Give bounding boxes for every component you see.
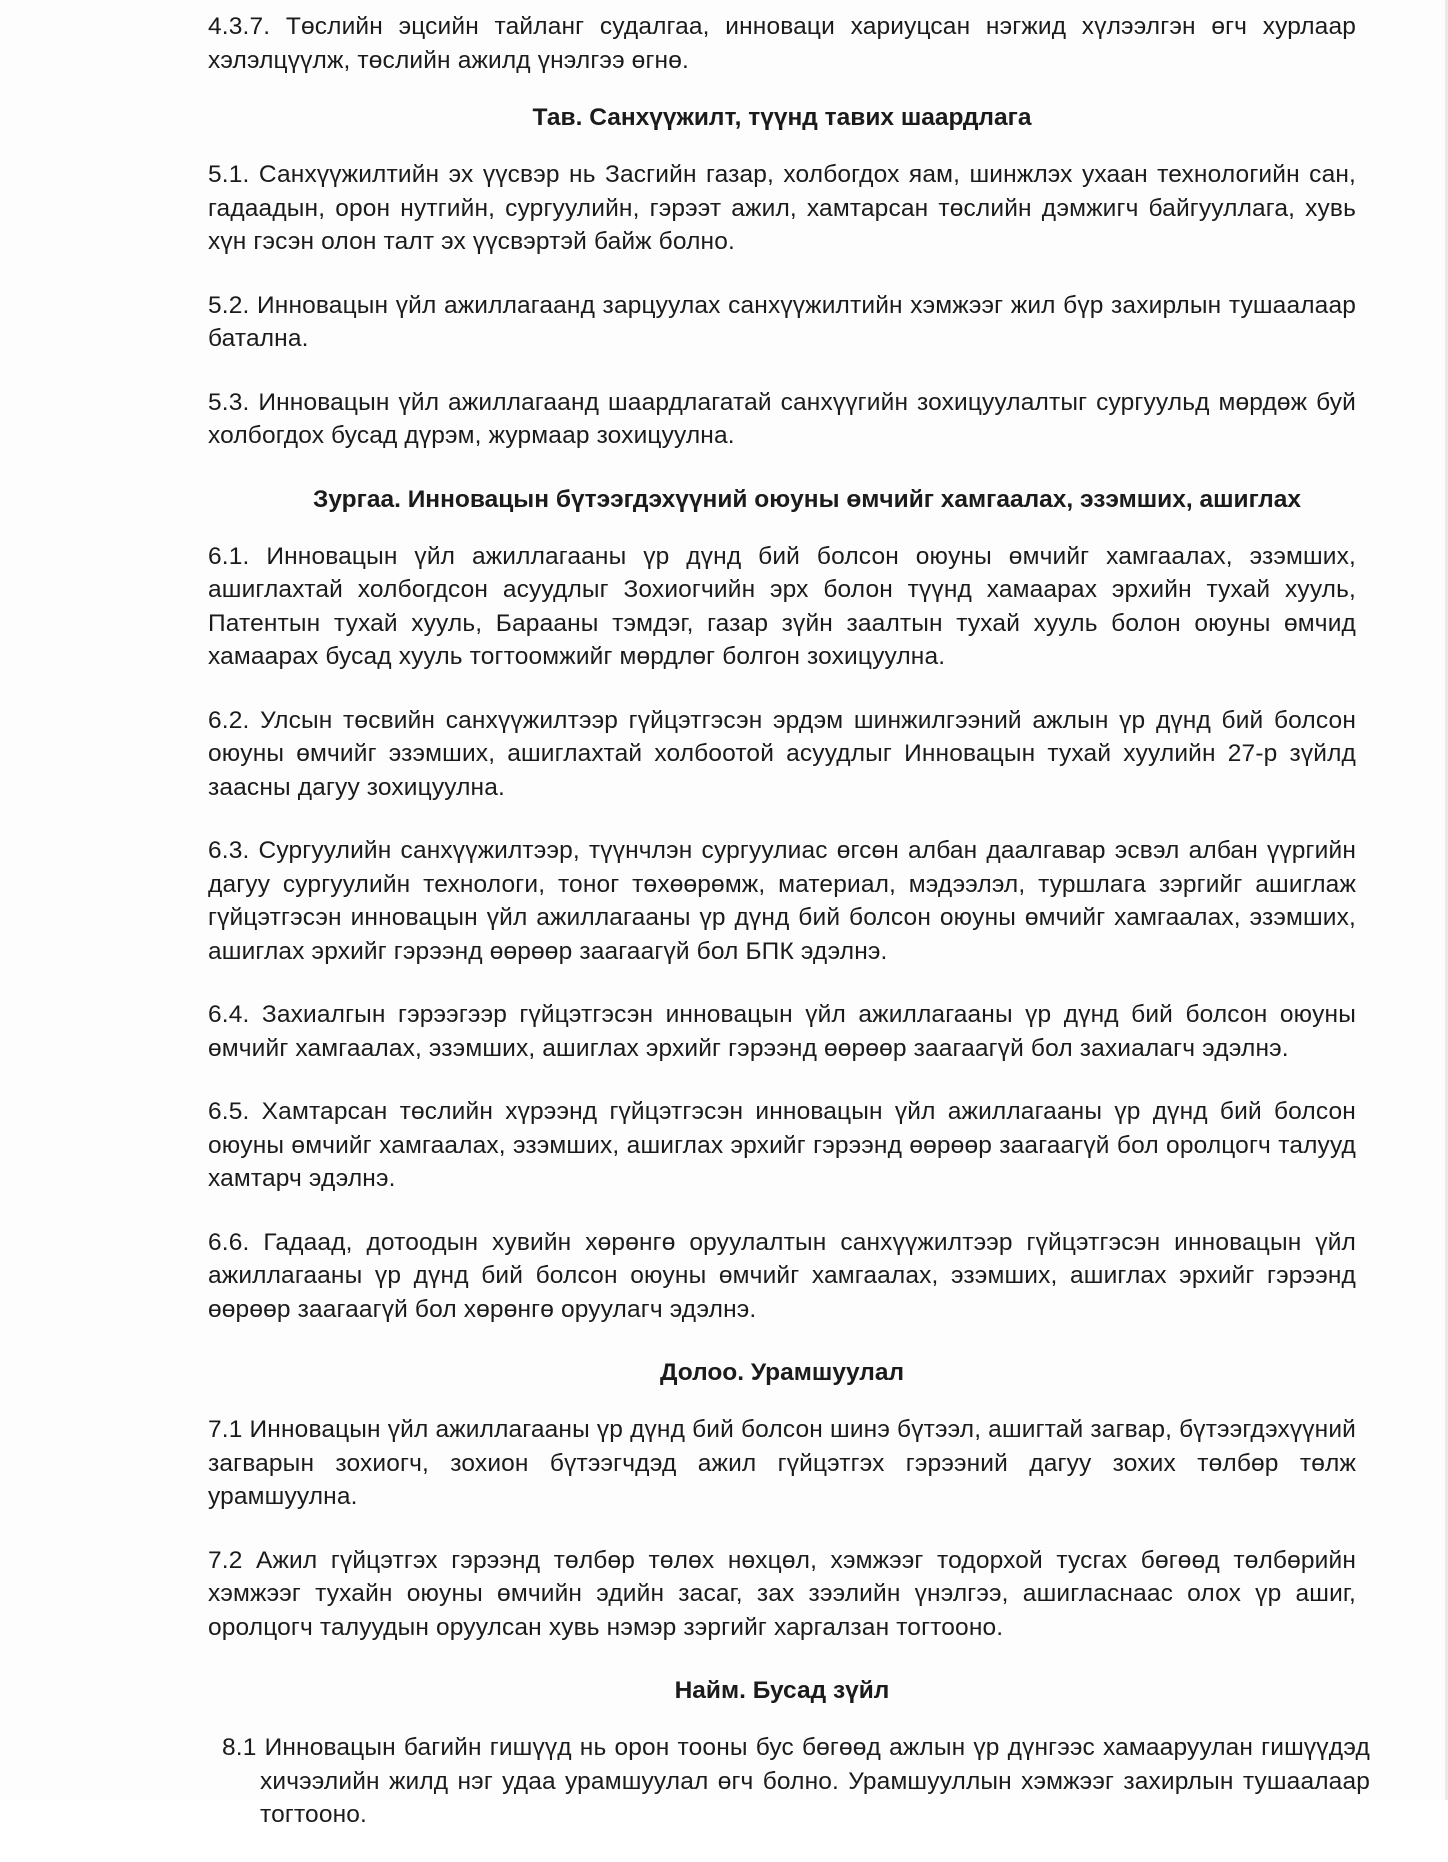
paragraph-5-3: 5.3. Инновацын үйл ажиллагаанд шаардлагатай санхүүгийн зохицуулалтыг сургуульд мөрдөж буй холбогдох бусад дүрэм, журмаар зохицуулна. xyxy=(208,388,1356,449)
paragraph-7-2: 7.2 Ажил гүйцэтгэх гэрээнд төлбөр төлөх нөхцөл, хэмжээг тодорхой тусгах бөгөөд төлбөрийн хэмжээг тухайн оюуны өмчийн эдийн засаг, зах зээлийн үнэлгээ, ашигласнаас олох үр ашиг, оролцогч талуудын оруулсан хувь нэмэр зэргийг харгалзан тогтооно. xyxy=(208,1546,1356,1641)
paragraph-4-3-7: 4.3.7. Төслийн эцсийн тайланг судалгаа, инноваци хариуцсан нэгжид хүлээлгэн өгч хурлаар хэлэлцүүлж, төслийн ажилд үнэлгээ өгнө. xyxy=(208,13,1356,74)
paragraph-7-1: 7.1 Инновацын үйл ажиллагааны үр дүнд бий болсон шинэ бүтээл, ашигтай загвар, бүтээгдэхүүний загварын зохиогч, зохион бүтээгчдэд ажил гүйцэтгэх гэрээний дагуу зохих төлбөр төлж урамшуулна. xyxy=(208,1416,1356,1510)
paragraph-8-1: 8.1 Инновацын багийн гишүүд нь орон тооны бус бөгөөд ажлын үр дүнгээс хамааруулан гишүүдэд хичээлийн жилд нэг удаа урамшуулал өгч болно. Урамшууллын хэмжээг захирлын тушаалаар тогтооно. xyxy=(222,1734,1370,1828)
section-8-heading: Найм. Бусад зүйл xyxy=(674,1677,890,1704)
paragraph-6-2: 6.2. Улсын төсвийн санхүүжилтээр гүйцэтгэсэн эрдэм шинжилгээний ажлын үр дүнд бий болсон оюуны өмчийг эзэмших, ашиглахтай холбоотой асуудлыг Инновацын тухай хуулийн 27-р зүйлд заасны дагуу зохицуулна. xyxy=(208,706,1356,801)
section-6-heading: Зургаа. Инновацын бүтээгдэхүүний оюуны өмчийг хамгаалах, эзэмших, ашиглах xyxy=(313,485,1301,513)
section-7-heading: Долоо. Урамшуулал xyxy=(659,1359,905,1386)
paragraph-6-4: 6.4. Захиалгын гэрээгээр гүйцэтгэсэн инновацын үйл ажиллагааны үр дүнд бий болсон оюуны өмчийг хамгаалах, эзэмших, ашиглах эрхийг гэрээнд өөрөөр заагаагүй бол захиалагч эдэлнэ. xyxy=(208,1001,1356,1062)
document-body xyxy=(208,10,1370,1862)
paragraph-6-5: 6.5. Хамтарсан төслийн хүрээнд гүйцэтгэсэн инновацын үйл ажиллагааны үр дүнд бий болсон оюуны өмчийг хамгаалах, эзэмших, ашиглах эрхийг гэрээнд өөрөөр заагаагүй бол оролцогч талууд хамтарч эдэлнэ. xyxy=(208,1098,1356,1192)
paragraph-6-1: 6.1. Инновацын үйл ажиллагааны үр дүнд бий болсон оюуны өмчийг хамгаалах, эзэмших, ашиглахтай холбогдсон асуудлыг Зохиогчийн эрх болон түүнд хамаарах эрхийн тухай хууль, Патентын тухай хууль, Барааны тэмдэг, газар зүйн заалтын тухай хууль болон оюуны өмчид хамаарах бусад хууль тогтоомжийг мөрдлөг болгон зохицуулна. xyxy=(208,542,1356,670)
paragraph-5-2: 5.2. Инновацын үйл ажиллагаанд зарцуулах санхүүжилтийн хэмжээг жил бүр захирлын тушаалаар батална. xyxy=(208,291,1356,352)
paragraph-6-6: 6.6. Гадаад, дотоодын хувийн хөрөнгө оруулалтын санхүүжилтээр гүйцэтгэсэн инновацын үйл ажиллагааны үр дүнд бий болсон оюуны өмчийг хамгаалах, эзэмших, ашиглах эрхийг гэрээнд өөрөөр заагаагүй бол хөрөнгө оруулагч эдэлнэ. xyxy=(208,1228,1356,1323)
paragraph-6-3: 6.3. Сургуулийн санхүүжилтээр, түүнчлэн сургуулиас өгсөн албан даалгавар эсвэл албан үүргийн дагуу сургуулийн технологи, тоног төхөөрөмж, материал, мэдээлэл, туршлага зэргийг ашиглаж гүйцэтгэсэн инновацын үйл ажиллагааны үр дүнд бий болсон оюуны өмчийг хамгаалах, эзэмших, ашиглах эрхийг гэрээнд өөрөөр заагаагүй бол БПК эдэлнэ. xyxy=(208,837,1356,965)
paragraph-5-1: 5.1. Санхүүжилтийн эх үүсвэр нь Засгийн газар, холбогдох яам, шинжлэх ухаан технологийн сан, гадаадын, орон нутгийн, сургуулийн, гэрээт ажил, хамтарсан төслийн дэмжигч байгууллага, хувь хүн гэсэн олон талт эх үүсвэртэй байж болно. xyxy=(208,161,1356,255)
section-5-heading: Тав. Санхүүжилт, түүнд тавих шаардлага xyxy=(532,104,1032,131)
